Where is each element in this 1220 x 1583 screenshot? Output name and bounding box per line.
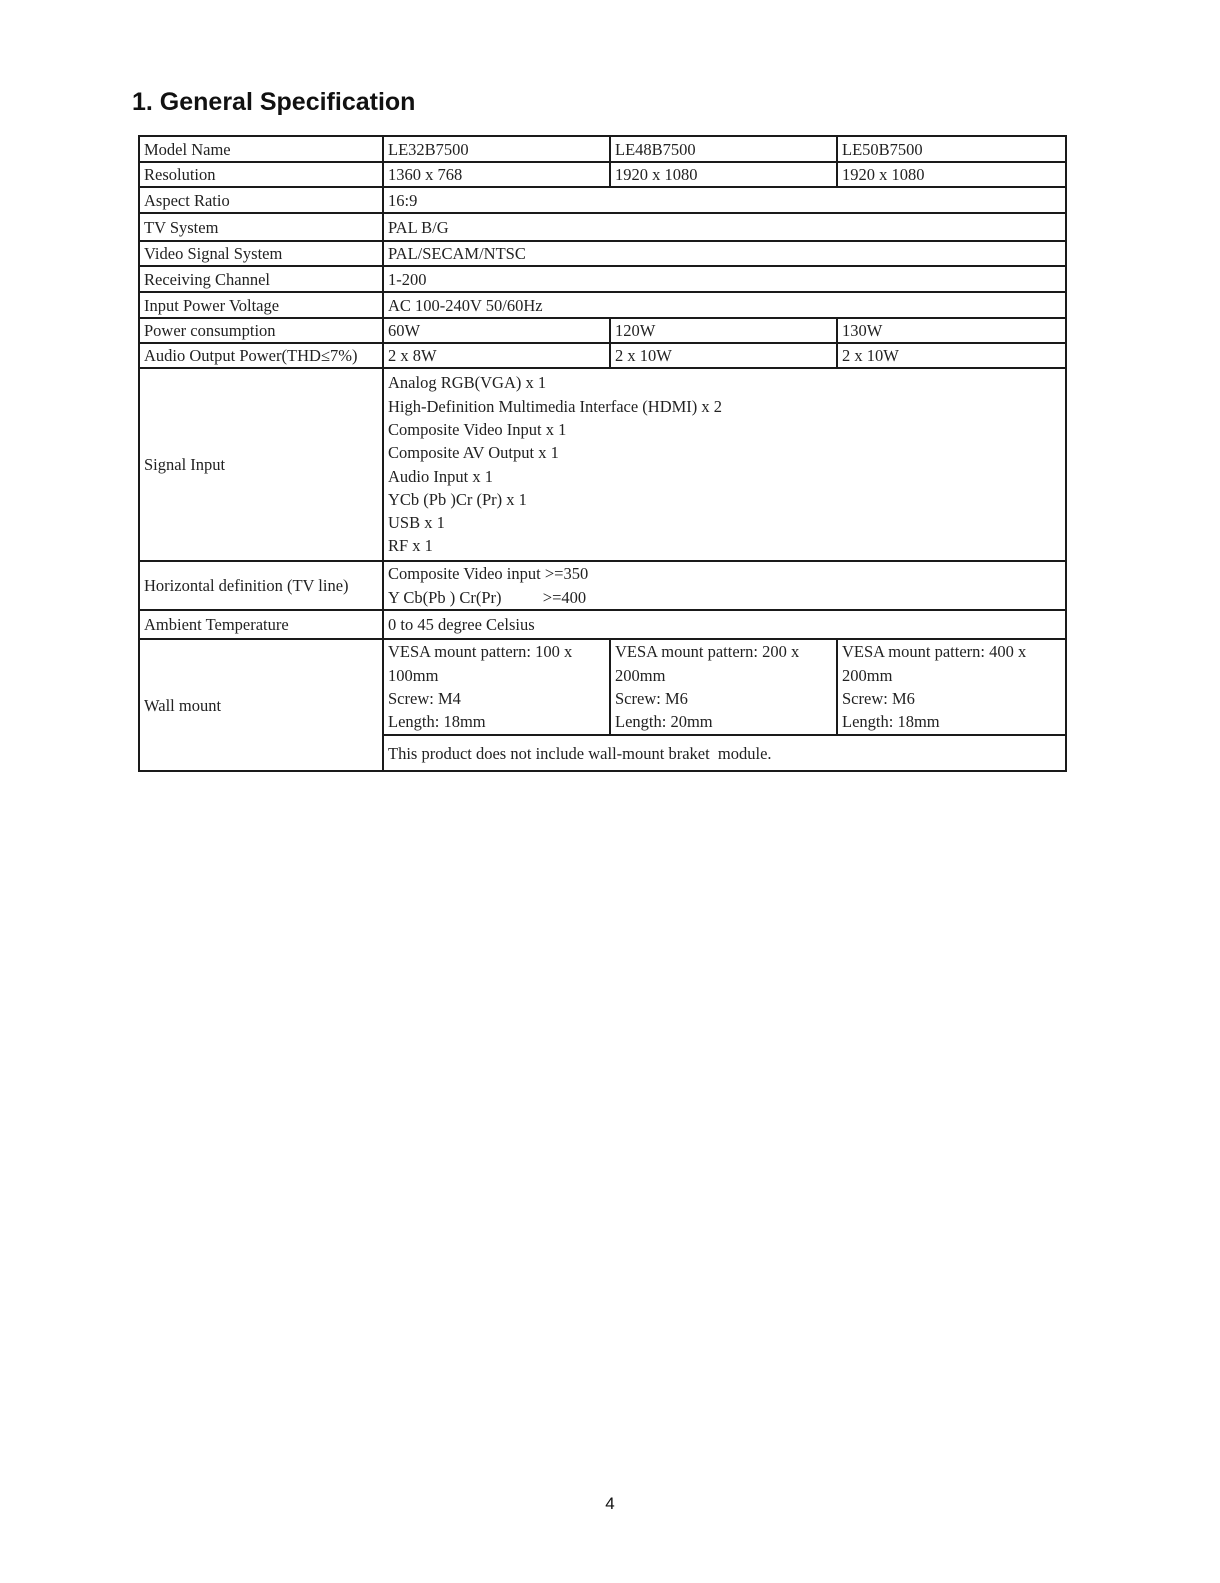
model-cell: LE50B7500 xyxy=(837,136,1066,162)
row-label: Receiving Channel xyxy=(139,266,383,292)
value-cell: 2 x 10W xyxy=(610,343,837,368)
table-row xyxy=(139,213,1066,241)
value-cell: 60W xyxy=(383,318,610,343)
wall-mount-note: This product does not include wall-mount braket module. xyxy=(383,735,1066,771)
wall-mount-cell xyxy=(383,639,610,735)
value-cell: 120W xyxy=(610,318,837,343)
row-label: Aspect Ratio xyxy=(139,187,383,213)
length-spec: Length: 18mm xyxy=(388,712,486,732)
table-row xyxy=(139,241,1066,266)
row-label: Input Power Voltage xyxy=(139,292,383,318)
list-item: RF x 1 xyxy=(388,536,433,556)
list-item: Composite AV Output x 1 xyxy=(388,443,559,463)
value-cell: 2 x 8W xyxy=(383,343,610,368)
row-label: Horizontal definition (TV line) xyxy=(139,561,383,610)
row-label: Model Name xyxy=(139,136,383,162)
screw-spec: Screw: M4 xyxy=(388,689,461,708)
table-row xyxy=(139,136,1066,162)
table-row xyxy=(139,292,1066,318)
value-cell: 0 to 45 degree Celsius xyxy=(383,610,1066,639)
list-item: Composite Video Input x 1 xyxy=(388,419,567,439)
value-cell: 2 x 10W xyxy=(837,343,1066,368)
model-cell: LE32B7500 xyxy=(383,136,610,162)
row-label: Ambient Temperature xyxy=(139,610,383,639)
row-label: Wall mount xyxy=(139,639,383,771)
list-item: USB x 1 xyxy=(388,513,445,533)
vesa-pattern: VESA mount pattern: 100 x 100mm xyxy=(388,642,573,685)
table-row xyxy=(139,343,1066,368)
row-label: Resolution xyxy=(139,162,383,187)
wall-mount-cell xyxy=(610,639,837,735)
value-cell: PAL/SECAM/NTSC xyxy=(383,241,1066,266)
row-label: Signal Input xyxy=(139,368,383,561)
wall-mount-cell xyxy=(837,639,1066,735)
value-cell: PAL B/G xyxy=(383,213,1066,241)
vesa-pattern: VESA mount pattern: 400 x 200mm xyxy=(842,642,1027,685)
value-cell: 1920 x 1080 xyxy=(610,162,837,187)
table-row xyxy=(139,368,1066,561)
table-row xyxy=(139,266,1066,292)
list-item: Y Cb(Pb ) Cr(Pr) >=400 xyxy=(388,587,587,607)
table-row xyxy=(139,162,1066,187)
vesa-pattern: VESA mount pattern: 200 x 200mm xyxy=(615,642,800,685)
signal-input-list xyxy=(383,368,1066,561)
table-row xyxy=(139,187,1066,213)
model-cell: LE48B7500 xyxy=(610,136,837,162)
length-spec: Length: 20mm xyxy=(615,712,713,732)
value-cell: AC 100-240V 50/60Hz xyxy=(383,292,1066,318)
table-row xyxy=(139,639,1066,735)
table-row xyxy=(139,610,1066,639)
list-item: Composite Video input >=350 xyxy=(388,564,589,584)
list-item: YCb (Pb )Cr (Pr) x 1 xyxy=(388,489,527,509)
row-label: TV System xyxy=(139,213,383,241)
horizontal-definition-list xyxy=(383,561,1066,610)
value-cell: 1-200 xyxy=(383,266,1066,292)
row-label: Video Signal System xyxy=(139,241,383,266)
section-heading: 1. General Specification xyxy=(132,88,416,116)
value-cell: 1920 x 1080 xyxy=(837,162,1066,187)
length-spec: Length: 18mm xyxy=(842,712,940,732)
table-row xyxy=(139,561,1066,610)
screw-spec: Screw: M6 xyxy=(842,689,915,708)
specification-table xyxy=(138,135,1067,772)
page-number: 4 xyxy=(605,1494,615,1513)
row-label: Audio Output Power(THD≤7%) xyxy=(139,343,383,368)
list-item: Audio Input x 1 xyxy=(388,466,493,486)
value-cell: 16:9 xyxy=(383,187,1066,213)
screw-spec: Screw: M6 xyxy=(615,689,688,708)
row-label: Power consumption xyxy=(139,318,383,343)
list-item: High-Definition Multimedia Interface (HDMI) x 2 xyxy=(388,396,723,416)
value-cell: 1360 x 768 xyxy=(383,162,610,187)
list-item: Analog RGB(VGA) x 1 xyxy=(388,373,547,393)
table-row xyxy=(139,318,1066,343)
value-cell: 130W xyxy=(837,318,1066,343)
